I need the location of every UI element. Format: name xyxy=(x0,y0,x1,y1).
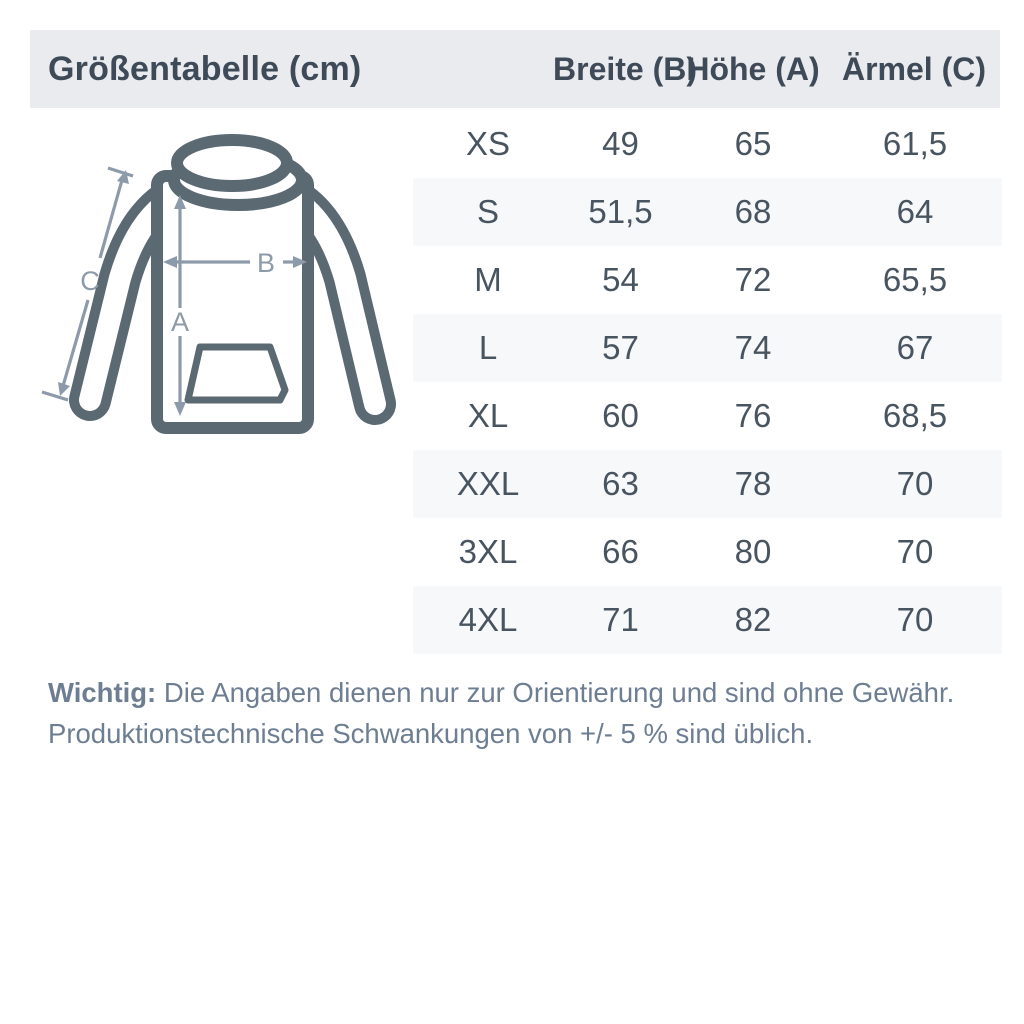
table-row xyxy=(413,518,1002,586)
aermel-cell: 70 xyxy=(896,601,934,638)
size-cell: M xyxy=(474,261,502,298)
aermel-cell: 61,5 xyxy=(882,125,948,162)
note-text-line2: Produktionstechnische Schwankungen von +/- 5 % sind üblich. xyxy=(48,718,814,749)
size-cell: S xyxy=(476,193,499,230)
hoehe-cell: 82 xyxy=(734,601,772,638)
hoehe-cell: 72 xyxy=(734,261,772,298)
table-row xyxy=(413,110,1002,178)
size-chart-header xyxy=(30,30,1000,108)
size-cell: XXL xyxy=(456,465,520,502)
aermel-cell: 70 xyxy=(896,533,934,570)
size-cell: L xyxy=(478,329,498,366)
arrowhead-c-bottom xyxy=(58,382,70,396)
breite-cell: 71 xyxy=(602,601,639,638)
aermel-cell: 68,5 xyxy=(882,397,948,434)
size-cell: XL xyxy=(467,397,509,434)
hoehe-cell: 76 xyxy=(734,397,772,434)
aermel-cell: 65,5 xyxy=(882,261,948,298)
hoehe-cell: 68 xyxy=(734,193,772,230)
hoehe-cell: 80 xyxy=(734,533,772,570)
aermel-cell: 67 xyxy=(896,329,934,366)
note-label: Wichtig: xyxy=(48,677,157,708)
width-label-b: B xyxy=(256,248,276,278)
hoodie-hood xyxy=(174,140,302,205)
column-header-aermel: Ärmel (C) xyxy=(841,50,986,87)
table-row xyxy=(413,246,1002,314)
hoehe-cell: 74 xyxy=(734,329,772,366)
aermel-cell: 64 xyxy=(896,193,934,230)
hoehe-cell: 65 xyxy=(734,125,772,162)
table-row xyxy=(413,450,1002,518)
note-text-line1: Die Angaben dienen nur zur Orientierung und sind ohne Gewähr. xyxy=(163,677,955,708)
breite-cell: 63 xyxy=(602,465,639,502)
table-row xyxy=(413,314,1002,382)
chart-title: Größentabelle (cm) xyxy=(48,49,362,88)
hoehe-cell: 78 xyxy=(734,465,772,502)
table-row xyxy=(413,586,1002,654)
aermel-cell: 70 xyxy=(896,465,934,502)
breite-cell: 51,5 xyxy=(588,193,653,230)
breite-cell: 54 xyxy=(602,261,639,298)
hoodie-pocket xyxy=(188,347,285,400)
breite-cell: 49 xyxy=(602,125,639,162)
column-header-breite: Breite (B) xyxy=(553,50,698,87)
size-cell: 3XL xyxy=(458,533,518,570)
size-cell: 4XL xyxy=(458,601,518,638)
breite-cell: 57 xyxy=(602,329,639,366)
sleeve-label-c: C xyxy=(80,266,100,296)
size-cell: XS xyxy=(465,125,511,162)
hoodie-diagram-icon xyxy=(30,118,410,458)
table-row xyxy=(413,382,1002,450)
table-row xyxy=(413,178,1002,246)
important-note xyxy=(48,672,968,754)
breite-cell: 66 xyxy=(602,533,639,570)
breite-cell: 60 xyxy=(602,397,639,434)
height-label-a: A xyxy=(170,307,190,337)
column-header-hoehe: Höhe (A) xyxy=(686,50,820,87)
size-table xyxy=(413,110,1002,654)
